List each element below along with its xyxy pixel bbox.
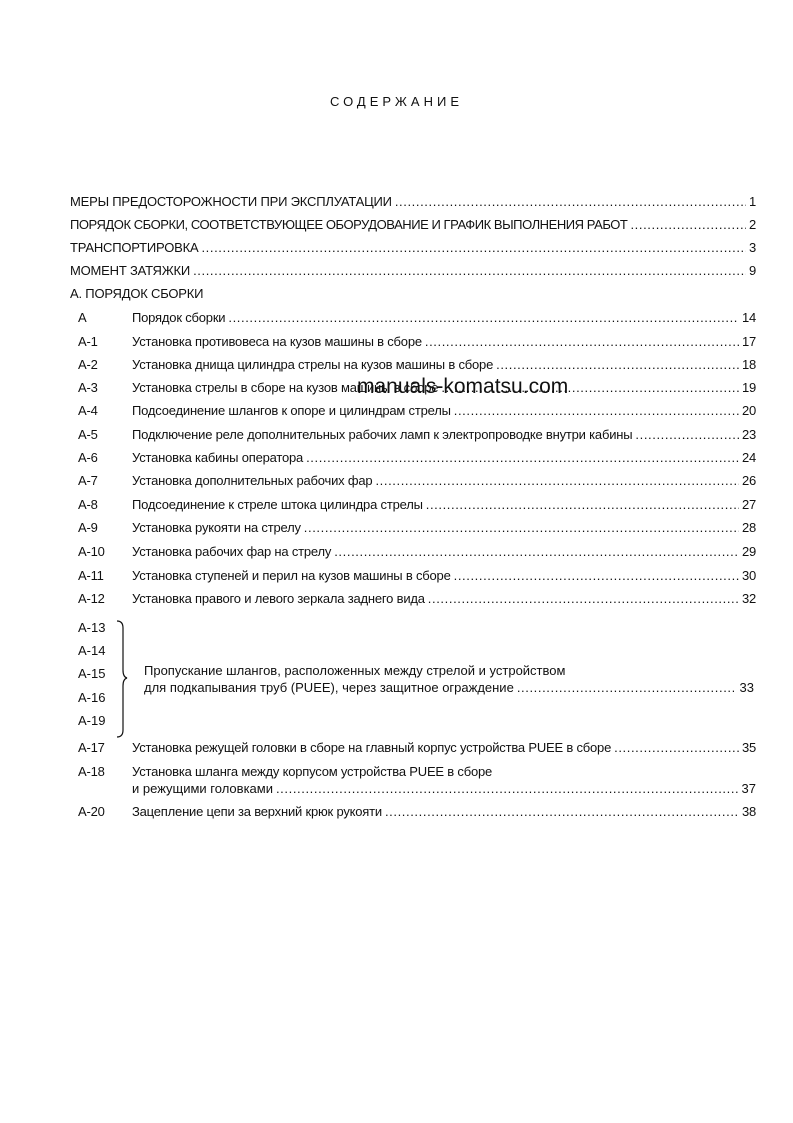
page-title: СОДЕРЖАНИЕ bbox=[329, 94, 463, 109]
entry-label: А-4 bbox=[78, 403, 98, 418]
dot-leader bbox=[193, 263, 746, 278]
entry-label: А-11 bbox=[78, 568, 104, 583]
entry-page: 2 bbox=[748, 217, 756, 232]
entry-page: 29 bbox=[741, 544, 756, 559]
entry-page: 19 bbox=[741, 380, 756, 395]
entry-text: Установка правого и левого зеркала заднего вида bbox=[132, 591, 425, 606]
toc-entry[interactable] bbox=[78, 334, 756, 352]
dot-leader bbox=[304, 520, 739, 535]
toc-entry[interactable] bbox=[78, 357, 756, 375]
entry-page: 23 bbox=[741, 427, 756, 442]
toc-entry[interactable] bbox=[78, 804, 756, 822]
dot-leader bbox=[306, 450, 739, 465]
entry-label: А-12 bbox=[78, 591, 105, 606]
entry-label: А-9 bbox=[78, 520, 98, 535]
entry-page: 32 bbox=[741, 591, 756, 606]
toc-entry[interactable] bbox=[144, 680, 754, 695]
dot-leader bbox=[635, 427, 739, 442]
entry-text: Подсоединение шлангов к опоре и цилиндрам стрелы bbox=[132, 403, 451, 418]
toc-entry[interactable] bbox=[70, 194, 756, 212]
section-text: А. ПОРЯДОК СБОРКИ bbox=[70, 286, 204, 301]
entry-text: Подключение реле дополнительных рабочих ламп к электропроводке внутри кабины bbox=[132, 427, 633, 442]
group-label: А-16 bbox=[78, 690, 106, 705]
dot-leader bbox=[454, 403, 739, 418]
entry-text: Порядок сборки bbox=[132, 310, 226, 325]
dot-leader bbox=[614, 740, 739, 755]
entry-page: 37 bbox=[741, 781, 756, 796]
entry-page: 35 bbox=[741, 740, 756, 755]
entry-text: Установка стрелы в сборе на кузов машины в сборе bbox=[132, 380, 439, 395]
toc-entry[interactable] bbox=[78, 520, 756, 538]
entry-label: А-10 bbox=[78, 544, 105, 559]
entry-page: 20 bbox=[741, 403, 756, 418]
dot-leader bbox=[385, 804, 739, 819]
toc-entry[interactable] bbox=[78, 310, 756, 328]
toc-entry[interactable] bbox=[78, 568, 756, 586]
dot-leader bbox=[428, 591, 739, 606]
entry-page: 18 bbox=[741, 357, 756, 372]
entry-label: А-3 bbox=[78, 380, 98, 395]
toc-entry[interactable] bbox=[78, 764, 756, 782]
entry-page: 24 bbox=[741, 450, 756, 465]
entry-text: МЕРЫ ПРЕДОСТОРОЖНОСТИ ПРИ ЭКСПЛУАТАЦИИ bbox=[70, 194, 392, 209]
toc-entry-continuation[interactable] bbox=[132, 781, 756, 796]
entry-label: А-8 bbox=[78, 497, 98, 512]
entry-text: ТРАНСПОРТИРОВКА bbox=[70, 240, 199, 255]
entry-page: 33 bbox=[739, 680, 754, 695]
toc-entry[interactable] bbox=[78, 740, 756, 758]
brace-icon bbox=[114, 620, 128, 738]
entry-text: Установка кабины оператора bbox=[132, 450, 304, 465]
toc-entry[interactable] bbox=[78, 497, 756, 515]
group-label: А-19 bbox=[78, 713, 106, 728]
dot-leader bbox=[630, 217, 746, 232]
toc-entry[interactable] bbox=[78, 403, 756, 421]
entry-label: А-18 bbox=[78, 764, 105, 779]
section-heading bbox=[70, 286, 756, 304]
dot-leader bbox=[334, 544, 739, 559]
entry-text: и режущими головками bbox=[132, 781, 273, 796]
toc-entry[interactable] bbox=[78, 591, 756, 609]
entry-text: Установка днища цилиндра стрелы на кузов машины в сборе bbox=[132, 357, 494, 372]
entry-text: ПОРЯДОК СБОРКИ, СООТВЕТСТВУЮЩЕЕ ОБОРУДОВАНИЕ И ГРАФИК ВЫПОЛНЕНИЯ РАБОТ bbox=[70, 217, 628, 232]
entry-text: Зацепление цепи за верхний крюк рукояти bbox=[132, 804, 382, 819]
entry-label: А-2 bbox=[78, 357, 98, 372]
entry-text: МОМЕНТ ЗАТЯЖКИ bbox=[70, 263, 191, 278]
entry-page: 9 bbox=[748, 263, 756, 278]
entry-page: 28 bbox=[741, 520, 756, 535]
entry-label: А-7 bbox=[78, 473, 98, 488]
group-label: А-13 bbox=[78, 620, 106, 635]
dot-leader bbox=[228, 310, 739, 325]
toc-entry[interactable] bbox=[70, 240, 756, 258]
entry-text: Подсоединение к стреле штока цилиндра стрелы bbox=[132, 497, 423, 512]
entry-page: 17 bbox=[741, 334, 756, 349]
entry-page: 26 bbox=[741, 473, 756, 488]
group-text-line1: Пропускание шлангов, расположенных между стрелой и устройством bbox=[144, 663, 566, 678]
dot-leader bbox=[395, 194, 746, 209]
dot-leader bbox=[375, 473, 739, 488]
entry-text: Установка ступеней и перил на кузов машины в сборе bbox=[132, 568, 451, 583]
entry-label: А bbox=[78, 310, 87, 325]
entry-page: 38 bbox=[741, 804, 756, 819]
entry-label: А-17 bbox=[78, 740, 105, 755]
dot-leader bbox=[517, 680, 734, 695]
entry-page: 27 bbox=[741, 497, 756, 512]
dot-leader bbox=[454, 568, 739, 583]
toc-entry[interactable] bbox=[78, 473, 756, 491]
entry-text: Установка дополнительных рабочих фар bbox=[132, 473, 373, 488]
group-label: А-15 bbox=[78, 666, 106, 681]
entry-label: А-6 bbox=[78, 450, 98, 465]
entry-label: А-5 bbox=[78, 427, 98, 442]
watermark: manuals-komatsu.com bbox=[357, 375, 569, 398]
toc-entry[interactable] bbox=[78, 544, 756, 562]
entry-page: 30 bbox=[741, 568, 756, 583]
toc-entry[interactable] bbox=[70, 217, 756, 235]
entry-label: А-20 bbox=[78, 804, 105, 819]
toc-entry[interactable] bbox=[78, 450, 756, 468]
entry-page: 3 bbox=[748, 240, 756, 255]
dot-leader bbox=[426, 497, 739, 512]
dot-leader bbox=[496, 357, 739, 372]
group-label: А-14 bbox=[78, 643, 106, 658]
entry-page: 1 bbox=[748, 194, 756, 209]
toc-entry[interactable] bbox=[78, 427, 756, 445]
entry-label: А-1 bbox=[78, 334, 98, 349]
dot-leader bbox=[276, 781, 739, 796]
entry-text: Установка шланга между корпусом устройства PUEE в сборе bbox=[132, 764, 493, 779]
entry-text: Установка режущей головки в сборе на главный корпус устройства PUEE в сборе bbox=[132, 740, 612, 755]
entry-page: 14 bbox=[741, 310, 756, 325]
dot-leader bbox=[201, 240, 746, 255]
entry-text: Установка рабочих фар на стрелу bbox=[132, 544, 332, 559]
entry-text: Установка рукояти на стрелу bbox=[132, 520, 301, 535]
dot-leader bbox=[425, 334, 739, 349]
entry-text: Установка противовеса на кузов машины в сборе bbox=[132, 334, 422, 349]
entry-text: для подкапывания труб (PUEE), через защитное ограждение bbox=[144, 680, 514, 695]
toc-entry[interactable] bbox=[70, 263, 756, 281]
